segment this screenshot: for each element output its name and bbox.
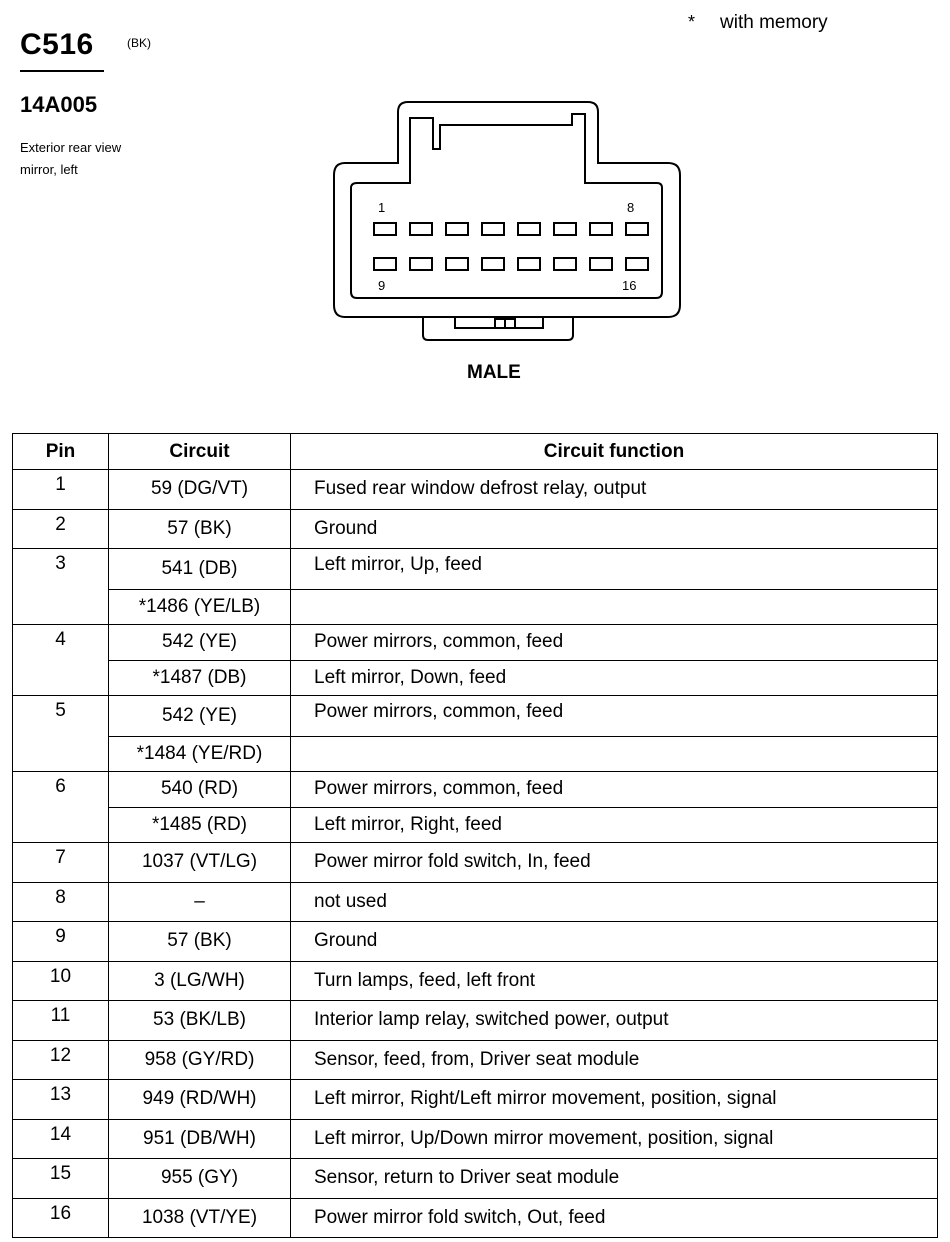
pin-table-body [13,470,938,1238]
circuit-cell: 3 (LG/WH) [109,961,291,1001]
circuit-cell: 949 (RD/WH) [109,1080,291,1120]
table-row [13,882,938,922]
pin-cavity-10 [410,258,432,270]
table-row [13,625,938,661]
circuit-cell: 53 (BK/LB) [109,1001,291,1041]
table-row [13,961,938,1001]
pin-cavity-6 [554,223,576,235]
table-row [13,736,938,772]
circuit-function-cell [291,589,938,625]
circuit-function-cell: Ground [291,922,938,962]
header-circuit-function: Circuit function [291,434,938,470]
circuit-cell: *1485 (RD) [109,807,291,843]
pin-cavity-12 [482,258,504,270]
pin-label-1: 1 [378,200,386,215]
header-circuit: Circuit [109,434,291,470]
pin-number-cell: 5 [13,696,109,772]
table-row [13,843,938,883]
circuit-cell: 57 (BK) [109,509,291,549]
table-row [13,922,938,962]
table-row [13,1198,938,1238]
pin-number-cell: 4 [13,625,109,696]
pin-table [12,433,938,1238]
connector-description-line2: mirror, left [20,162,78,177]
pin-number-cell: 11 [13,1001,109,1041]
table-row [13,549,938,590]
circuit-function-cell: Left mirror, Right, feed [291,807,938,843]
table-row [13,772,938,808]
circuit-function-cell: Left mirror, Up/Down mirror movement, position, signal [291,1119,938,1159]
circuit-function-cell [291,736,938,772]
pin-number-cell: 14 [13,1119,109,1159]
pin-cavity-9 [374,258,396,270]
pin-label-8: 8 [627,200,635,215]
circuit-cell: 1038 (VT/YE) [109,1198,291,1238]
pin-cavity-8 [626,223,648,235]
pin-cavity-1 [374,223,396,235]
connector-gender-label: MALE [467,362,521,383]
circuit-cell: – [109,882,291,922]
circuit-function-cell: not used [291,882,938,922]
pin-number-cell: 12 [13,1040,109,1080]
pin-label-16: 16 [622,278,637,293]
table-row [13,1159,938,1199]
circuit-function-cell: Power mirror fold switch, In, feed [291,843,938,883]
circuit-function-cell: Left mirror, Up, feed [291,549,938,590]
circuit-function-cell: Power mirrors, common, feed [291,625,938,661]
circuit-function-cell: Sensor, feed, from, Driver seat module [291,1040,938,1080]
circuit-cell: *1484 (YE/RD) [109,736,291,772]
table-row [13,660,938,696]
pin-cavity-15 [590,258,612,270]
circuit-function-cell: Power mirrors, common, feed [291,696,938,737]
circuit-cell: 541 (DB) [109,549,291,590]
pin-number-cell: 6 [13,772,109,843]
pin-cavity-2 [410,223,432,235]
circuit-cell: 59 (DG/VT) [109,470,291,510]
part-number: 14A005 [20,92,98,117]
circuit-function-cell: Left mirror, Right/Left mirror movement, position, signal [291,1080,938,1120]
connector-color: (BK) [127,36,151,50]
pin-number-cell: 2 [13,509,109,549]
circuit-cell: 542 (YE) [109,625,291,661]
circuit-cell: 540 (RD) [109,772,291,808]
pin-label-9: 9 [378,278,386,293]
circuit-function-cell: Sensor, return to Driver seat module [291,1159,938,1199]
pin-cavity-7 [590,223,612,235]
circuit-cell: 1037 (VT/LG) [109,843,291,883]
circuit-function-cell: Turn lamps, feed, left front [291,961,938,1001]
pin-cavity-16 [626,258,648,270]
circuit-cell: 57 (BK) [109,922,291,962]
pin-cavity-5 [518,223,540,235]
circuit-function-cell: Ground [291,509,938,549]
pin-number-cell: 7 [13,843,109,883]
pin-number-cell: 13 [13,1080,109,1120]
circuit-function-cell: Fused rear window defrost relay, output [291,470,938,510]
table-row [13,589,938,625]
circuit-cell: *1487 (DB) [109,660,291,696]
pin-number-cell: 3 [13,549,109,625]
table-header-row [13,434,938,470]
footnote-marker: * [688,12,696,32]
table-row [13,1001,938,1041]
pin-number-cell: 15 [13,1159,109,1199]
table-row [13,1119,938,1159]
connector-face-diagram [0,0,950,360]
table-row [13,1080,938,1120]
circuit-function-cell: Power mirror fold switch, Out, feed [291,1198,938,1238]
circuit-function-cell: Power mirrors, common, feed [291,772,938,808]
header-pin: Pin [13,434,109,470]
circuit-cell: *1486 (YE/LB) [109,589,291,625]
table-row [13,509,938,549]
pin-cavity-3 [446,223,468,235]
connector-description-line1: Exterior rear view [20,140,122,155]
pin-number-cell: 16 [13,1198,109,1238]
table-row [13,470,938,510]
pin-number-cell: 9 [13,922,109,962]
pin-number-cell: 1 [13,470,109,510]
circuit-function-cell: Left mirror, Down, feed [291,660,938,696]
table-row [13,807,938,843]
pin-cavity-14 [554,258,576,270]
table-row [13,696,938,737]
circuit-cell: 951 (DB/WH) [109,1119,291,1159]
connector-id: C516 [20,28,94,61]
pin-number-cell: 10 [13,961,109,1001]
circuit-cell: 958 (GY/RD) [109,1040,291,1080]
pin-number-cell: 8 [13,882,109,922]
pin-cavity-13 [518,258,540,270]
circuit-function-cell: Interior lamp relay, switched power, output [291,1001,938,1041]
circuit-cell: 955 (GY) [109,1159,291,1199]
pin-cavity-4 [482,223,504,235]
circuit-cell: 542 (YE) [109,696,291,737]
pin-cavity-11 [446,258,468,270]
footnote-text: with memory [720,12,828,33]
table-row [13,1040,938,1080]
